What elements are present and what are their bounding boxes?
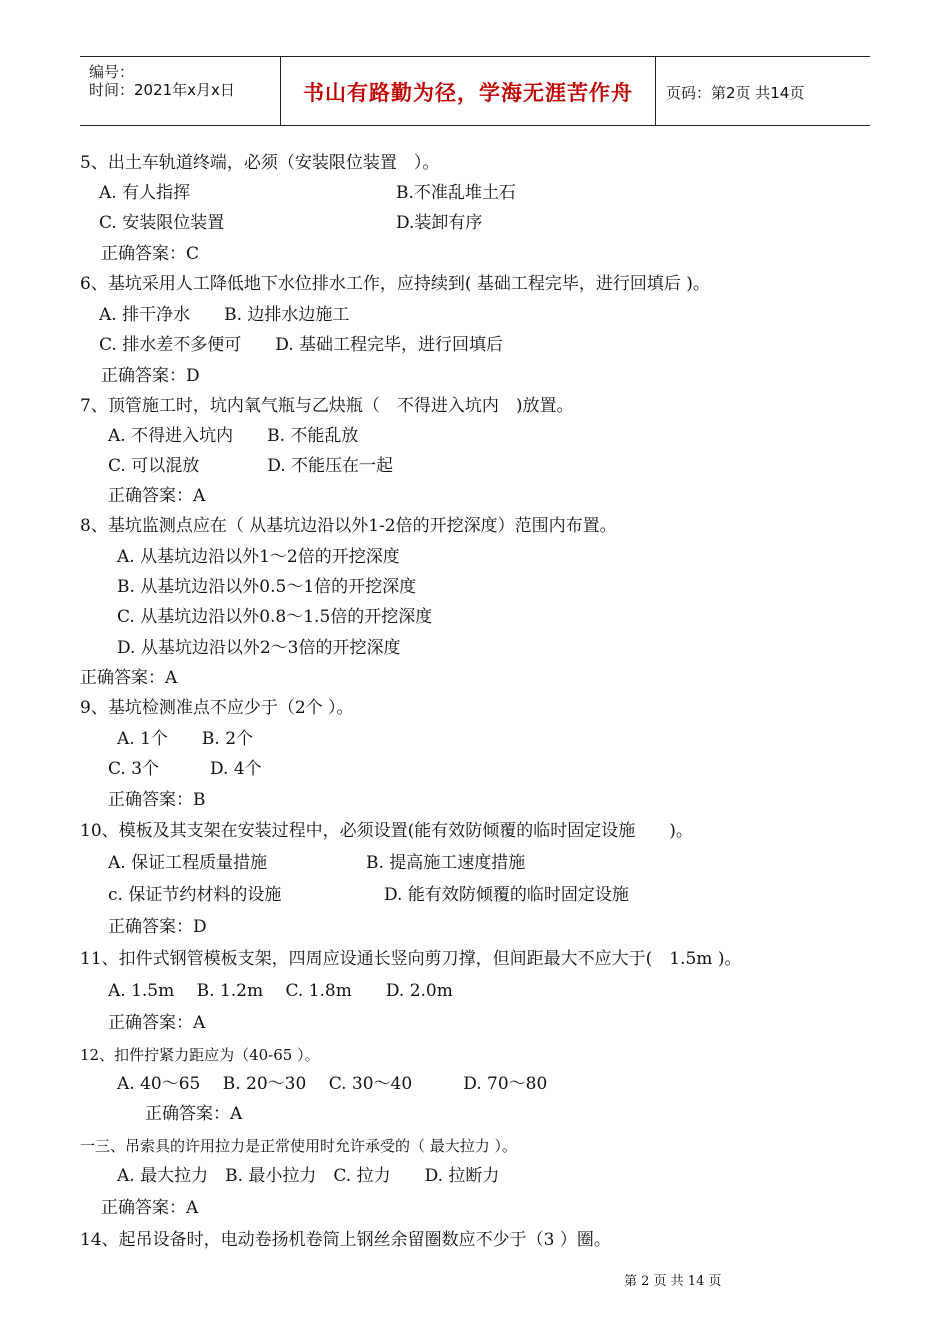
question-5-option-c: C. 安装限位装置 <box>99 213 225 233</box>
question-9-options-ab: A. 1个 B. 2个 <box>117 729 254 749</box>
question-10-option-c: c. 保证节约材料的设施 <box>108 885 282 905</box>
question-12-options: A. 40～65 B. 20～30 C. 30～40 D. 70～80 <box>117 1074 548 1094</box>
page-info: 页码：第2页 共14页 <box>666 84 805 102</box>
header-page-cell <box>656 57 870 125</box>
question-8-option-c: C. 从基坑边沿以外0.8～1.5倍的开挖深度 <box>117 607 433 627</box>
question-10-option-b: B. 提高施工速度措施 <box>366 853 526 873</box>
question-7-options-cd: C. 可以混放 D. 不能压在一起 <box>108 456 394 476</box>
page-footer: 第 2 页 共 14 页 <box>624 1274 722 1289</box>
question-11-options: A. 1.5m B. 1.2m C. 1.8m D. 2.0m <box>108 981 453 1001</box>
header-meta-cell <box>80 57 280 125</box>
question-5-option-a: A. 有人指挥 <box>99 183 191 203</box>
question-9: 9、基坑检测准点不应少于（2个 ）。 <box>80 698 354 718</box>
motto-text: 书山有路勤为径，学海无涯苦作舟 <box>303 81 633 105</box>
question-8-answer: 正确答案：A <box>80 668 178 688</box>
question-5-answer: 正确答案：C <box>101 244 200 264</box>
question-10-answer: 正确答案：D <box>108 917 207 937</box>
question-5: 5、出土车轨道终端，必须（安装限位装置 ）。 <box>80 153 440 173</box>
page-header <box>80 56 870 126</box>
question-12-answer: 正确答案：A <box>145 1104 243 1124</box>
question-11: 11、扣件式钢管模板支架，四周应设通长竖向剪刀撑，但间距最大不应大于( 1.5m )。 <box>80 949 742 969</box>
question-13: 一三、吊索具的许用拉力是正常使用时允许承受的（ 最大拉力 ）。 <box>80 1137 518 1155</box>
question-7-options-ab: A. 不得进入坑内 B. 不能乱放 <box>108 426 359 446</box>
question-7-answer: 正确答案：A <box>108 486 206 506</box>
question-6-answer: 正确答案：D <box>101 366 200 386</box>
question-8-option-b: B. 从基坑边沿以外0.5～1倍的开挖深度 <box>117 577 417 597</box>
question-11-answer: 正确答案：A <box>108 1013 206 1033</box>
question-6-options-ab: A. 排干净水 B. 边排水边施工 <box>99 305 350 325</box>
question-8-option-d: D. 从基坑边沿以外2～3倍的开挖深度 <box>117 638 401 658</box>
question-5-option-d: D.装卸有序 <box>396 213 483 233</box>
question-9-answer: 正确答案：B <box>108 790 206 810</box>
question-6-options-cd: C. 排水差不多便可 D. 基础工程完毕，进行回填后 <box>99 335 504 355</box>
question-13-options: A. 最大拉力 B. 最小拉力 C. 拉力 D. 拉断力 <box>117 1166 500 1186</box>
question-13-answer: 正确答案：A <box>101 1198 199 1218</box>
question-10-option-a: A. 保证工程质量措施 <box>108 853 268 873</box>
question-6: 6、基坑采用人工降低地下水位排水工作，应持续到( 基础工程完毕，进行回填后 )。 <box>80 274 710 294</box>
question-8-option-a: A. 从基坑边沿以外1～2倍的开挖深度 <box>117 547 400 567</box>
question-12: 12、扣件拧紧力距应为（40-65 ）。 <box>80 1046 320 1064</box>
question-10-option-d: D. 能有效防倾覆的临时固定设施 <box>384 885 629 905</box>
question-14: 14、起吊设备时，电动卷扬机卷筒上钢丝余留圈数应不少于（3 ）圈。 <box>80 1230 611 1250</box>
doc-number-label: 编号： <box>89 63 135 81</box>
question-10: 10、模板及其支架在安装过程中，必须设置(能有效防倾覆的临时固定设施 )。 <box>80 821 693 841</box>
question-7: 7、顶管施工时，坑内氧气瓶与乙炔瓶（ 不得进入坑内 )放置。 <box>80 396 574 416</box>
question-8: 8、基坑监测点应在（ 从基坑边沿以外1-2倍的开挖深度）范围内布置。 <box>80 516 617 536</box>
question-5-option-b: B.不准乱堆土石 <box>396 183 516 203</box>
header-motto-cell <box>280 57 656 125</box>
doc-time-label: 时间：2021年x月x日 <box>89 81 235 99</box>
question-9-options-cd: C. 3个 D. 4个 <box>108 759 262 779</box>
